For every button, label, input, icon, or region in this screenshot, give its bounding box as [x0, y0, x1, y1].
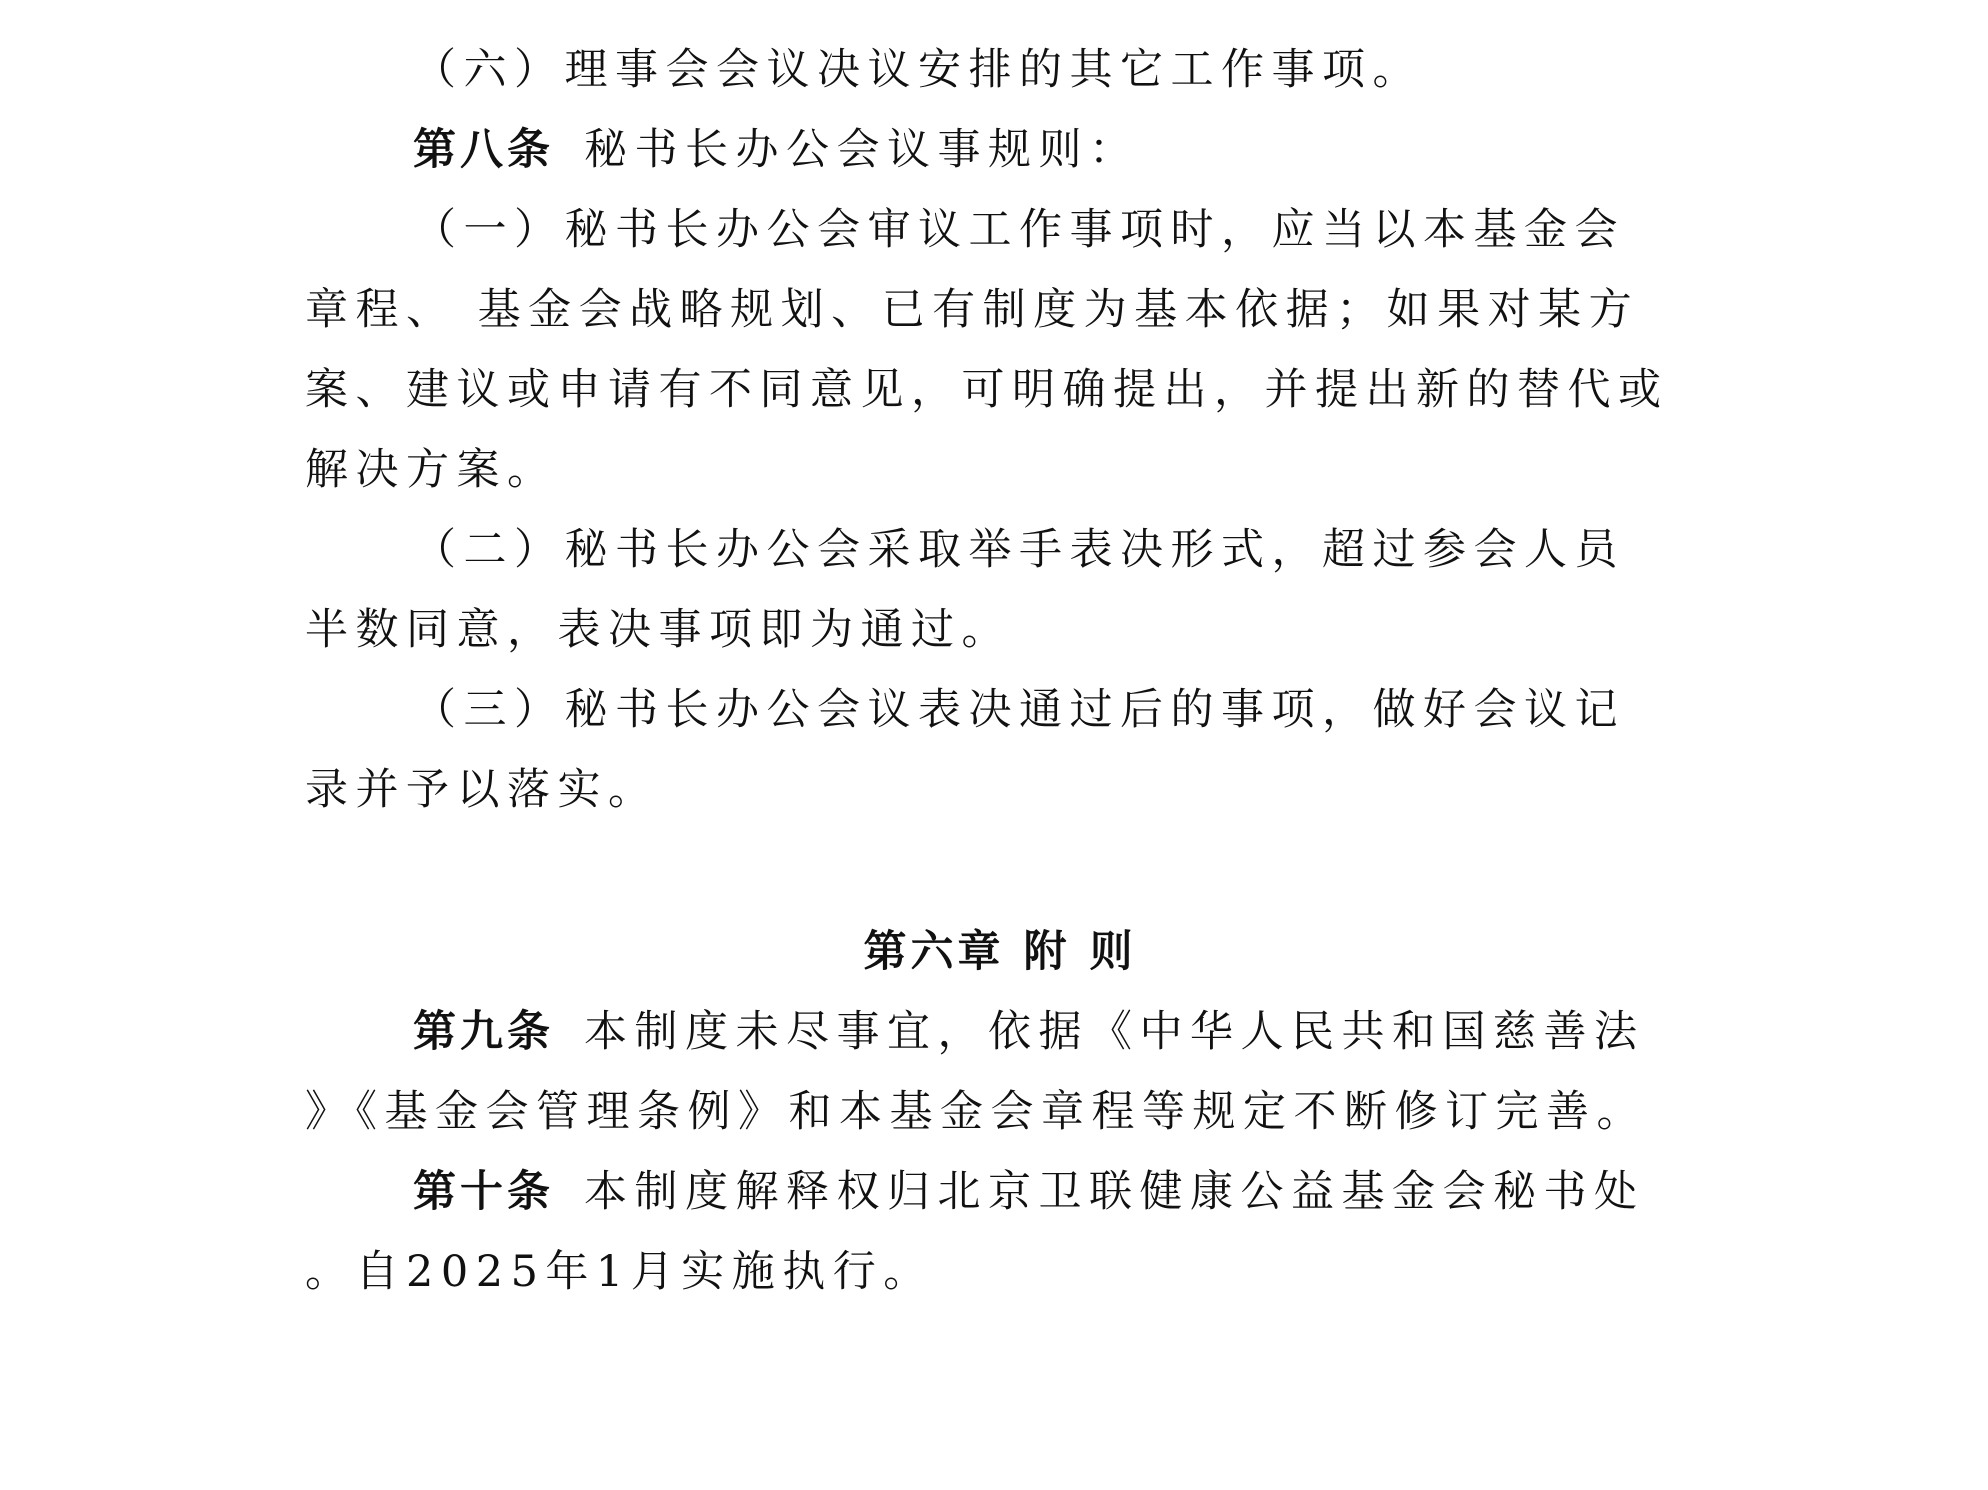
- article-8-item-2-line-1: （二）秘书长办公会采取举手表决形式，超过参会人员: [413, 525, 1625, 575]
- article-10-text: 本制度解释权归北京卫联健康公益基金会秘书处: [584, 1167, 1645, 1217]
- document-page: [305, 30, 1695, 1312]
- article-10-line-2: 。自2025年1月实施执行。: [305, 1247, 934, 1297]
- section-spacer: [305, 830, 1695, 912]
- article-10-number: 第十条: [413, 1167, 554, 1217]
- article-8-item-3-line-2: 录并予以落实。: [305, 765, 659, 815]
- article-9-line-1: [305, 992, 1695, 1072]
- chapter-6-title: 第六章 附 则: [863, 927, 1137, 977]
- article-8-heading: [305, 110, 1695, 190]
- article-8-item-1-line-4: 解决方案。: [305, 445, 558, 495]
- article-10-line-1: [305, 1152, 1695, 1232]
- article-9-text: 本制度未尽事宜，依据《中华人民共和国慈善法: [584, 1007, 1645, 1057]
- article-8-title: 秘书长办公会议事规则：: [584, 125, 1140, 175]
- article-8-item-1-line-2: 章程、 基金会战略规划、已有制度为基本依据；如果对某方: [305, 285, 1640, 335]
- article-8-item-3-line-1: （三）秘书长办公会议表决通过后的事项，做好会议记: [413, 685, 1625, 735]
- article-8-item-2-line-2: 半数同意，表决事项即为通过。: [305, 605, 1012, 655]
- article-8-number: 第八条: [413, 125, 554, 175]
- article-9-number: 第九条: [413, 1007, 554, 1057]
- article-9-line-2: 》《基金会管理条例》和本基金会章程等规定不断修订完善。: [305, 1087, 1647, 1137]
- clause-6-item: （六）理事会会议决议安排的其它工作事项。: [413, 45, 1423, 95]
- article-8-item-1-line-3: 案、建议或申请有不同意见，可明确提出，并提出新的替代或: [305, 365, 1669, 415]
- article-8-item-1-line-1: （一）秘书长办公会审议工作事项时，应当以本基金会: [413, 205, 1625, 255]
